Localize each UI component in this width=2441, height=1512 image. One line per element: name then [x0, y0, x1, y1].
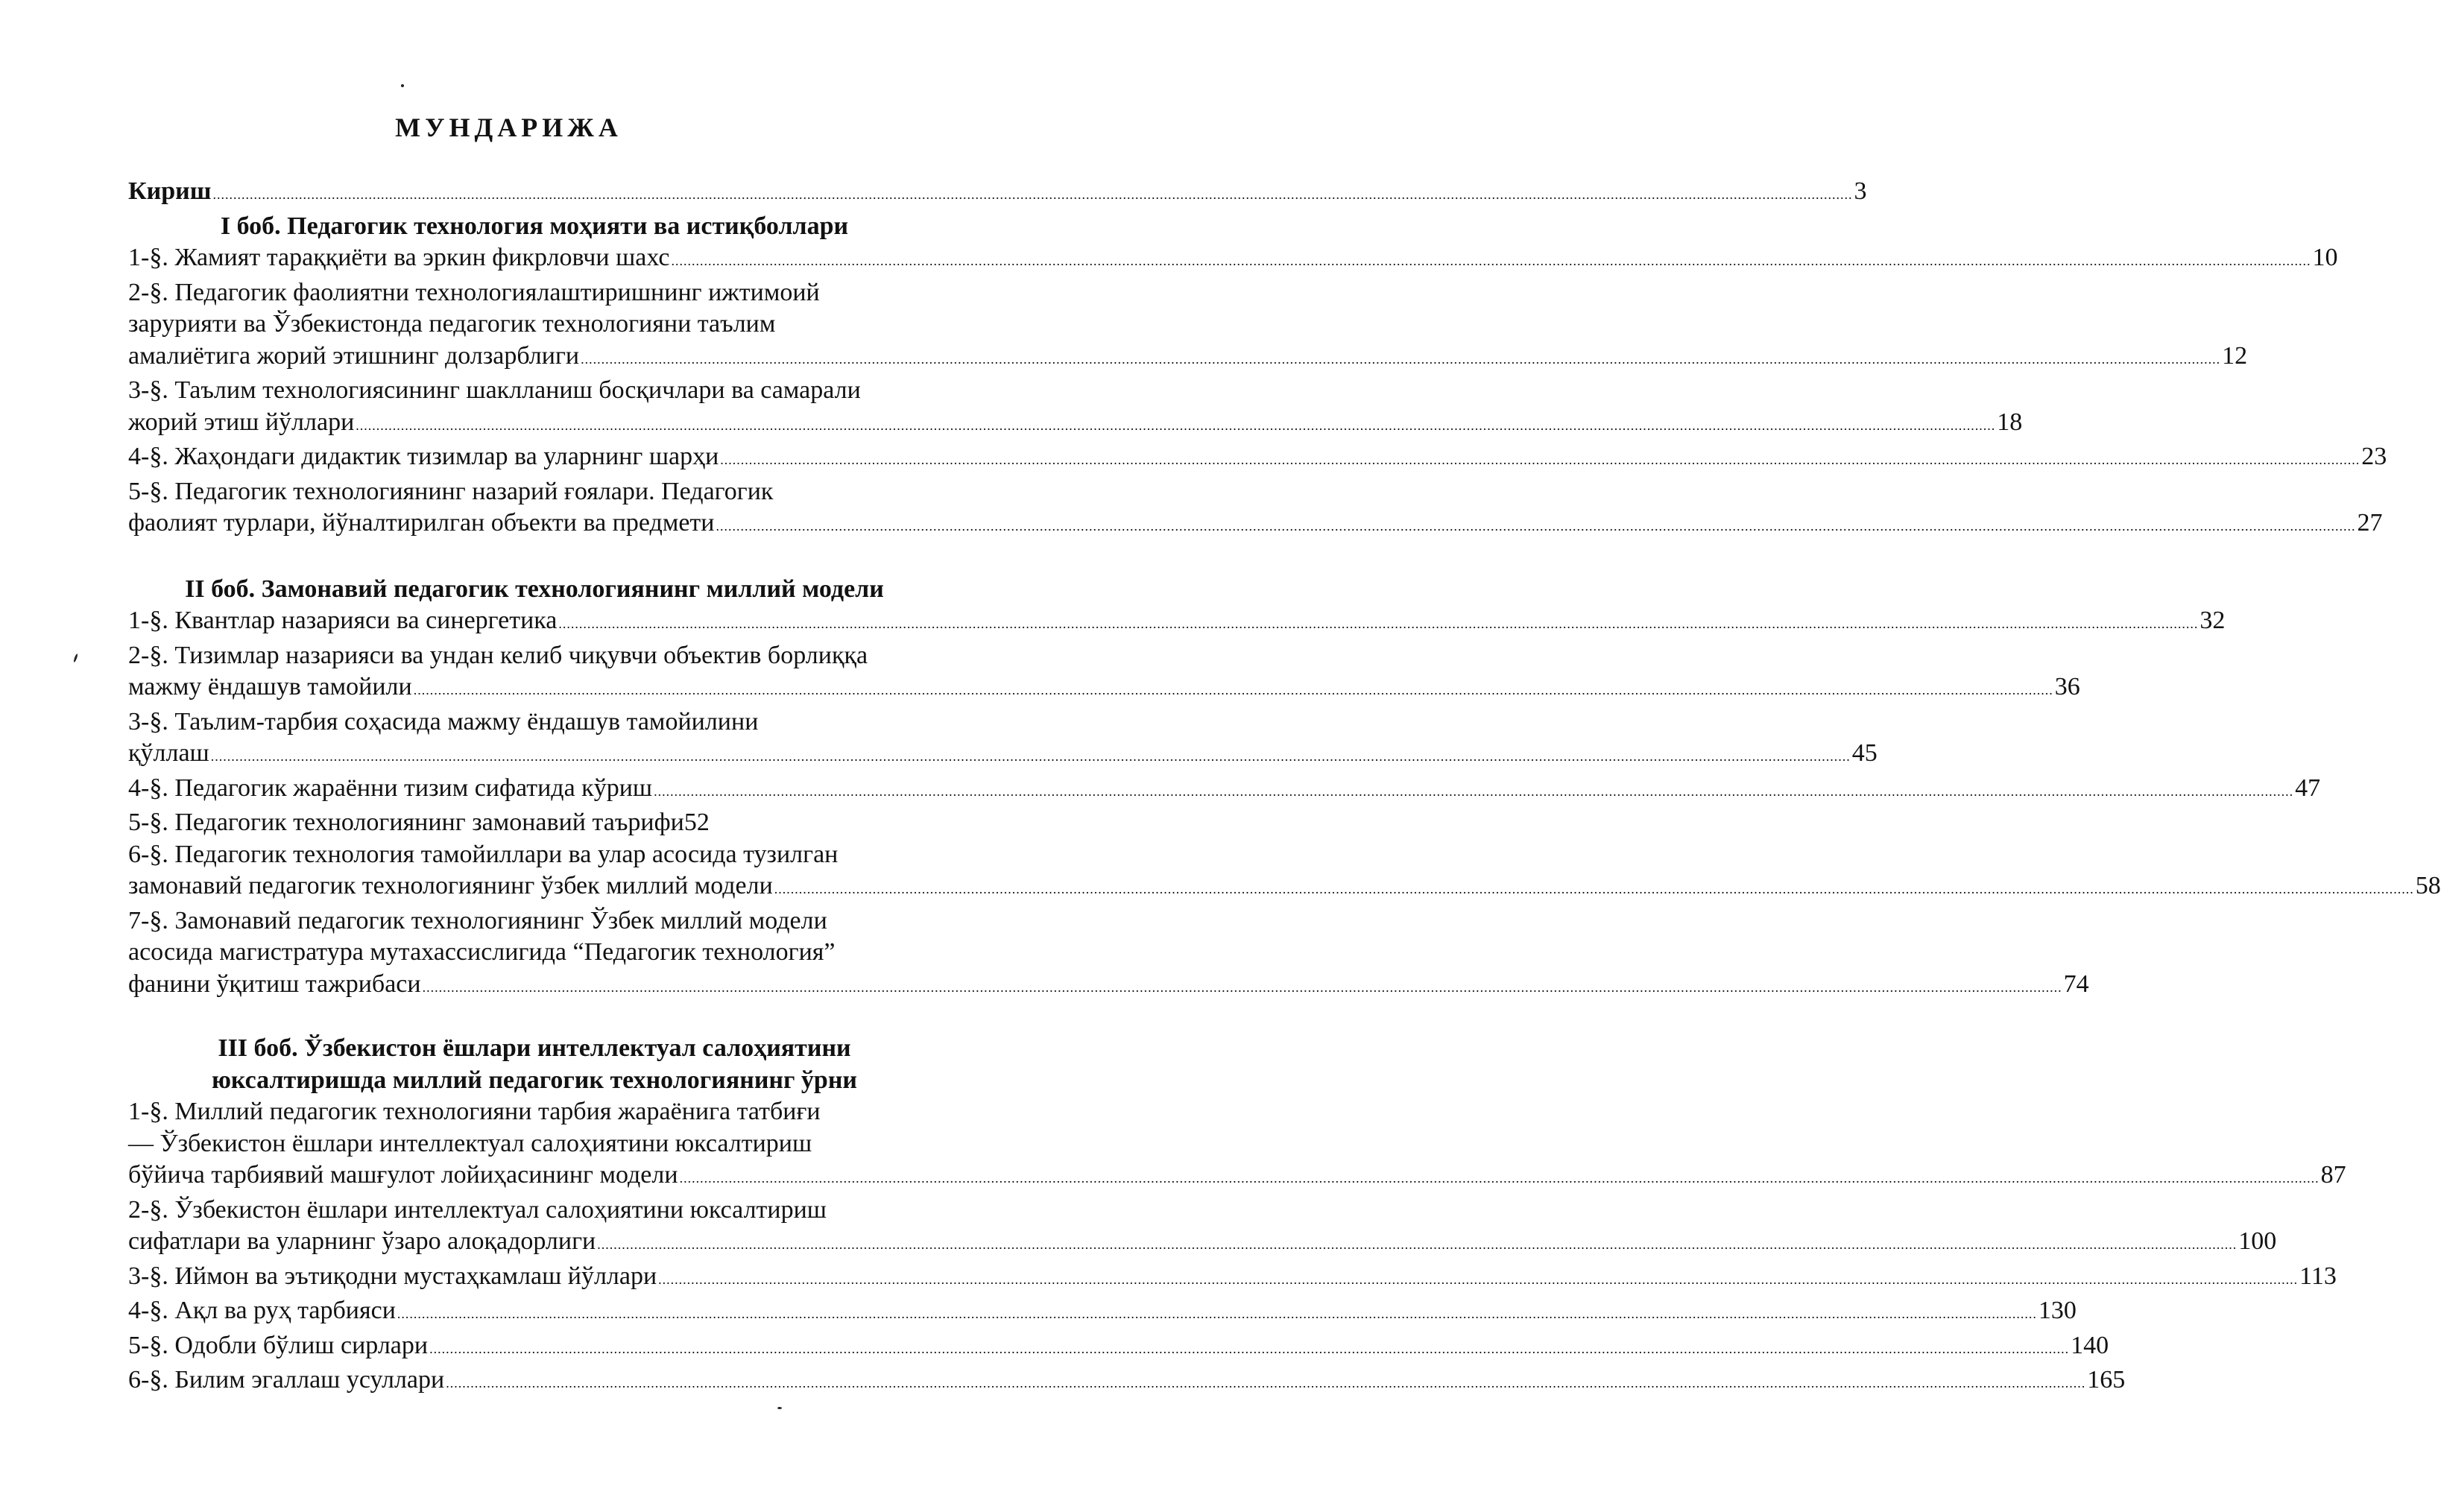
toc-entry-label: фаолият турлари, йўналтирилган объекти ва предмети: [128, 509, 715, 537]
toc-page-number: 140: [2071, 1331, 2109, 1359]
toc-entry-label: бўйича тарбиявий машғулот лойиҳасининг модели: [128, 1161, 678, 1189]
dot-leader: ................................................................................................................................................................................................................................................................................................................................................................................................................: [654, 783, 2294, 799]
toc-entry-last-line: [128, 242, 2338, 277]
toc-entry[interactable]: [128, 1261, 2337, 1296]
toc-entry-intro[interactable]: [128, 176, 1867, 211]
page-title: МУНДАРИЖА: [395, 113, 622, 142]
dot-leader: ................................................................................................................................................................................................................................................................................................................................................................................................................: [558, 616, 2199, 631]
chapter-3-entries: [128, 1096, 2346, 1399]
toc-page-number: 23: [2361, 443, 2387, 470]
toc-page-number: 100: [2238, 1227, 2277, 1255]
toc-entry-label: 4-§. Ақл ва руҳ тарбияси: [128, 1297, 396, 1324]
toc-entry-line: — Ўзбекистон ёшлари интеллектуал салоҳиятини юксалтириш: [128, 1129, 812, 1157]
toc-entry-last-line: [128, 1330, 2109, 1365]
toc-page-number: 130: [2038, 1297, 2077, 1324]
toc-page-number: 32: [2200, 607, 2226, 634]
toc-page-number: 3: [1854, 177, 1867, 205]
toc-entry-label: 3-§. Иймон ва эътиқодни мустаҳкамлаш йўллари: [128, 1262, 657, 1290]
toc-entry[interactable]: [128, 640, 2080, 706]
toc-entry-label: замонавий педагогик технологиянинг ўзбек миллий модели: [128, 872, 773, 899]
toc-entry-last-line: [128, 341, 2248, 376]
dot-leader: ................................................................................................................................................................................................................................................................................................................................................................................................................: [658, 1271, 2299, 1287]
toc-entry-last-line: [128, 870, 2441, 905]
dot-leader: ................................................................................................................................................................................................................................................................................................................................................................................................................: [774, 882, 2414, 896]
toc-entry-label: 4-§. Жаҳондаги дидактик тизимлар ва уларнинг шарҳи: [128, 443, 719, 470]
toc-entry-label: 4-§. Педагогик жараённи тизим сифатида кўриш: [128, 774, 653, 802]
dot-leader: ................................................................................................................................................................................................................................................................................................................................................................................................................: [720, 452, 2361, 467]
toc-entry-line: 1-§. Миллий педагогик технологияни тарбия жараёнига татбиғи: [128, 1098, 821, 1125]
chapter-1-entries: [128, 242, 2387, 543]
toc-entry[interactable]: [128, 242, 2338, 277]
toc-entry-last-line: [128, 1295, 2077, 1330]
toc-entry[interactable]: [128, 1096, 2346, 1195]
dot-leader: ................................................................................................................................................................................................................................................................................................................................................................................................................: [679, 1171, 2320, 1186]
toc-entry-label: мажму ёндашув тамойили: [128, 673, 412, 700]
toc-page-number: 165: [2087, 1366, 2126, 1394]
toc-entry[interactable]: [128, 1364, 2126, 1399]
toc-entry-line: 2-§. Тизимлар назарияси ва ундан келиб чиқувчи объектив борлиққа: [128, 641, 868, 669]
toc-page-number: 87: [2320, 1161, 2346, 1189]
toc-entry[interactable]: [128, 1195, 2277, 1261]
toc-entry-last-line: [128, 969, 2089, 1004]
toc-entry[interactable]: [128, 476, 2383, 543]
toc-entry-label: амалиётига жорий этишнинг долзарблиги: [128, 341, 580, 370]
chapter-heading: III боб. Ўзбекистон ёшлари интеллектуал салоҳиятини: [218, 1034, 851, 1062]
toc-entry-label: 1-§. Жамият тараққиёти ва эркин фикрловчи шахс: [128, 244, 670, 271]
toc-page-number: 27: [2357, 509, 2383, 537]
dot-leader: ................................................................................................................................................................................................................................................................................................................................................................................................................: [210, 749, 1851, 764]
toc-entry-last-line: [128, 441, 2387, 476]
toc-entry[interactable]: [128, 277, 2248, 376]
toc-page-number: 18: [1997, 408, 2023, 436]
toc-entry-last-line: [128, 738, 1878, 773]
scan-speck: [73, 654, 78, 662]
toc-entry-label: Кириш: [128, 177, 212, 205]
toc-entry[interactable]: [128, 1330, 2109, 1365]
toc-entry-last-line: [128, 507, 2383, 543]
toc-page-number: 113: [2299, 1262, 2337, 1290]
toc-entry-line: зарурияти ва Ўзбекистонда педагогик технологияни таълим: [128, 310, 776, 338]
toc-entry-line: 5-§. Педагогик технологиянинг замонавий таърифи52: [128, 809, 710, 836]
chapter-2-entries: [128, 605, 2441, 1003]
dot-leader: ................................................................................................................................................................................................................................................................................................................................................................................................................: [581, 351, 2221, 367]
toc-entry-line: 3-§. Таълим-тарбия соҳасида мажму ёндашув тамойилини: [128, 707, 759, 736]
toc-entry-last-line: [128, 773, 2321, 808]
toc-entry-label: қўллаш: [128, 739, 209, 767]
table-of-contents: [128, 176, 2441, 1399]
toc-entry[interactable]: [128, 605, 2226, 640]
toc-page-number: 47: [2295, 774, 2321, 802]
toc-entry[interactable]: [128, 773, 2321, 808]
toc-entry-line: 6-§. Педагогик технология тамойиллари ва улар асосида тузилган: [128, 840, 839, 868]
toc-entry-last-line: [128, 605, 2226, 640]
dot-leader: ................................................................................................................................................................................................................................................................................................................................................................................................................: [429, 1341, 2070, 1356]
toc-entry-line: асосида магистратура мутахассислигида “Педагогик технология”: [128, 938, 836, 966]
toc-entry-line: 7-§. Замонавий педагогик технологиянинг Ўзбек миллий модели: [128, 906, 827, 934]
toc-entry-last-line: [128, 1261, 2337, 1296]
chapter-heading: II боб. Замонавий педагогик технологиянинг миллий модели: [185, 575, 884, 603]
toc-entry-line: 2-§. Ўзбекистон ёшлари интеллектуал салоҳиятини юксалтириш: [128, 1195, 827, 1224]
toc-entry[interactable]: [128, 807, 941, 839]
toc-page-number: 12: [2222, 341, 2248, 370]
toc-page-number: 36: [2054, 673, 2080, 700]
toc-entry-line: 2-§. Педагогик фаолиятни технологиялаштиришнинг ижтимоий: [128, 278, 820, 306]
dot-leader: ................................................................................................................................................................................................................................................................................................................................................................................................................: [716, 519, 2356, 534]
chapter-heading: юксалтиришда миллий педагогик технологиянинг ўрни: [211, 1066, 858, 1094]
toc-entry-label: сифатлари ва уларнинг ўзаро алоқадорлиги: [128, 1227, 596, 1255]
dot-leader: ................................................................................................................................................................................................................................................................................................................................................................................................................: [597, 1237, 2238, 1252]
toc-entry-last-line: [128, 1160, 2346, 1195]
toc-page-number: 58: [2415, 872, 2441, 899]
toc-entry[interactable]: [128, 1295, 2077, 1330]
toc-entry-last-line: [128, 1364, 2126, 1399]
scan-speck: [401, 84, 404, 87]
chapter-heading: I боб. Педагогик технология моҳияти ва истиқболлари: [220, 212, 849, 240]
toc-entry-label: 1-§. Квантлар назарияси ва синергетика: [128, 607, 558, 634]
toc-entry-line: 5-§. Педагогик технологиянинг назарий ғоялари. Педагогик: [128, 477, 774, 505]
toc-entry-label: фанини ўқитиш тажрибаси: [128, 969, 421, 998]
toc-entry-label: 5-§. Одобли бўлиш сирлари: [128, 1331, 429, 1359]
dot-leader: ................................................................................................................................................................................................................................................................................................................................................................................................................: [212, 187, 1853, 202]
toc-page-number: 10: [2312, 244, 2338, 271]
toc-page-number: 74: [2063, 969, 2089, 998]
toc-page-number: 45: [1851, 739, 1878, 767]
dot-leader: ................................................................................................................................................................................................................................................................................................................................................................................................................: [671, 253, 2311, 268]
toc-entry[interactable]: [128, 441, 2387, 476]
toc-entry-line: 3-§. Таълим технологиясининг шаклланиш босқичлари ва самарали: [128, 376, 861, 404]
toc-entry-label: 6-§. Билим эгаллаш усуллари: [128, 1366, 445, 1394]
toc-entry[interactable]: [128, 905, 2089, 1004]
toc-entry[interactable]: [128, 706, 1878, 773]
dot-leader: ................................................................................................................................................................................................................................................................................................................................................................................................................: [422, 979, 2062, 995]
scan-speck: [777, 1407, 782, 1409]
toc-entry-label: жорий этиш йўллари: [128, 408, 355, 436]
dot-leader: ................................................................................................................................................................................................................................................................................................................................................................................................................: [413, 683, 2053, 698]
dot-leader: ................................................................................................................................................................................................................................................................................................................................................................................................................: [356, 417, 1996, 433]
toc-entry-last-line: [128, 671, 2080, 706]
dot-leader: ................................................................................................................................................................................................................................................................................................................................................................................................................: [446, 1376, 2086, 1391]
toc-entry[interactable]: [128, 839, 2441, 905]
toc-entry-last-line: [128, 407, 2023, 442]
toc-entry-last-line: [128, 1226, 2277, 1261]
dot-leader: ................................................................................................................................................................................................................................................................................................................................................................................................................: [397, 1306, 2037, 1321]
toc-entry[interactable]: [128, 375, 2023, 441]
